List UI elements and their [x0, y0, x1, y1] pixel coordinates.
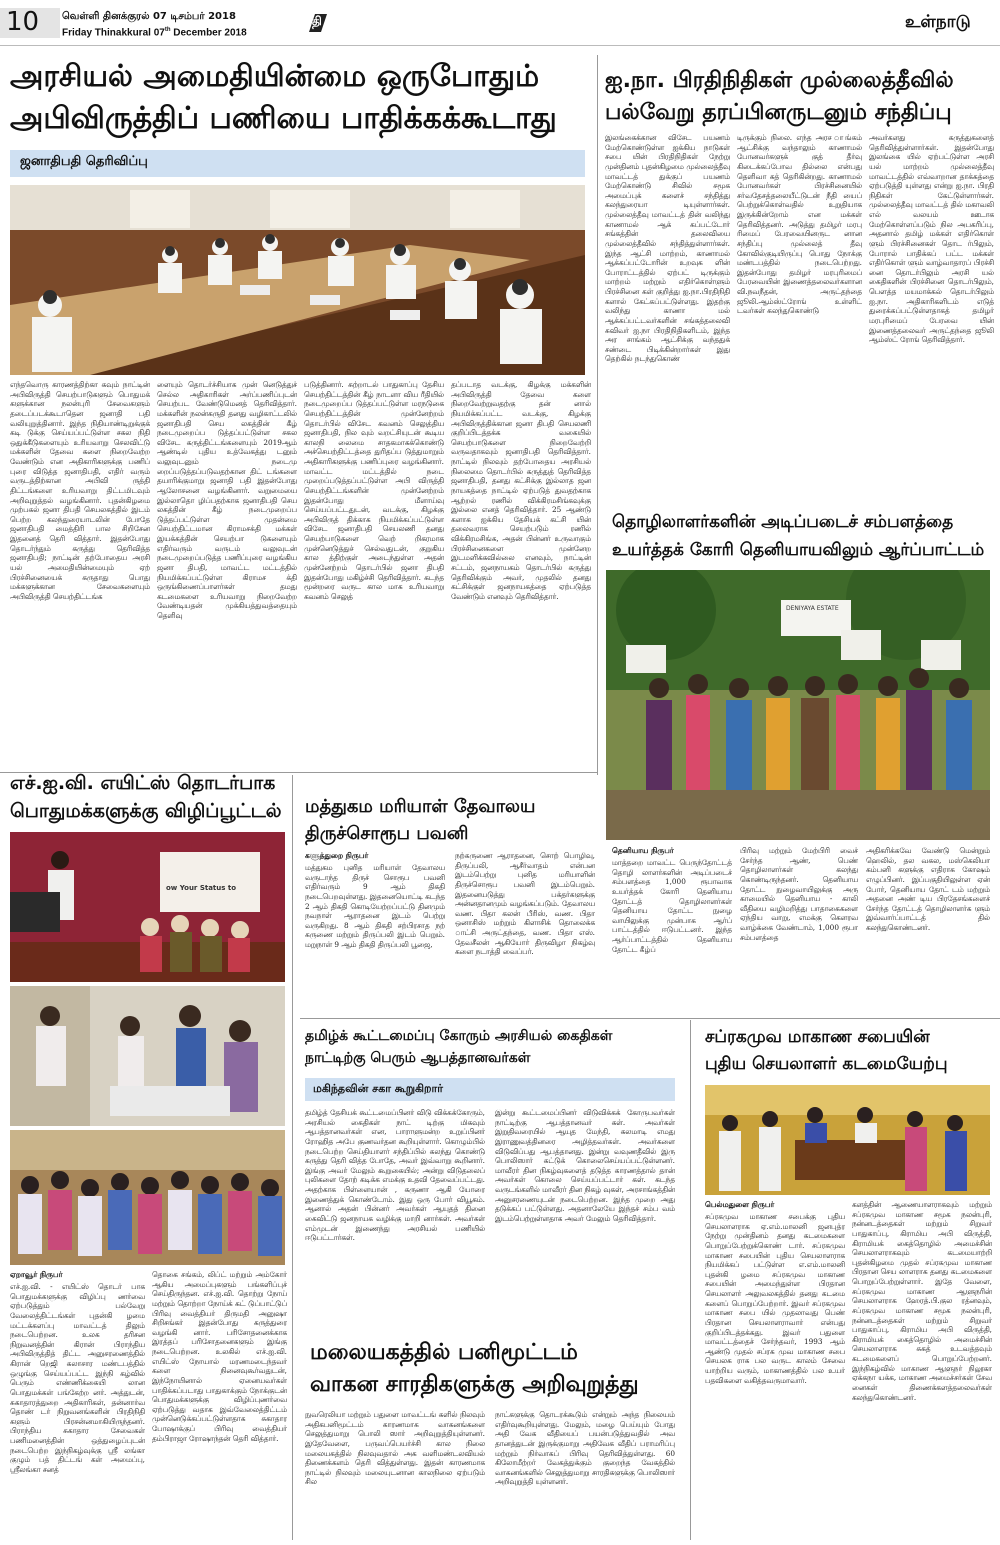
- article-3-photo-sign: DENIYAYA ESTATE: [786, 605, 839, 612]
- article-2-column-2: டிருக்கும் நிலை. எந்த அரச ாங்கம் ஆட்சிக்கு வந்தாலும் காணாமல் போனவர்களுக் குத் தீர்வு கிடைக்கப்போவ தில்லை என்பது தெளிவா கத் தெரிகின்றது. காணாமல் போனவர்கள் பிரச்சினையில் சர்வதேசத்தலையீட்டுடன் நீதி யைப் பெற்றுக்கொள்வதில் உறுதியாக இருக்கின்றோம் என மக்கள் தெரிவித்தனர். அடுத்து தமிழர் மரபு ரிமைப் பேரவையினருட னான சந்திப்பு முல்லைத் தீவு கோவில்குடியிருப்பு பொது நோக்கு மண்டபத்தில் நடைபெற்றது. இதன்போது தமிழர் மரபுரிமைப் பேரவையின் இணைத்தலைவர்களான வி.நவநீதன், அருட்தந்தை ஜூலி.ஆம்ஸ்ட்ரோங் உள்ளிட் டவர்கள் கலந்துகொண்டு: [737, 133, 862, 316]
- english-date-prefix: Friday Thinakkural 07: [62, 27, 165, 39]
- article-6-headline-line-2: நாட்டிற்கு பெரும் ஆபத்தானவர்கள்: [305, 1050, 531, 1066]
- article-8-column-2: களத்தின் ஆணையாளராகவும் மற்றும் சப்ரகமுவ மாகாண சமூக நலன்புரி, நன்னடத்தைகள் மற்றும் சிறுவர் பாதுகாப்பு, கிராமிய அபி விருத்தி, கிராமியக் கைத்தொழில் அமைச்சின் செயலாளராகவும் கடமையாற்றி புதன்கிழமை முதல் சப்ரகமுவ மாகாண பிரதான செய லாளராக தனது கடமைகளை பொறுப்பேற்றுள்ளார். இதே வேளை, சப்ரகமுவ மாகாண ஆளுநரின் செயலாளராக ஹேரத்.பி.குல ரத்னவும், சப்ரகமுவ மாகாண சமூக நலன்புரி, நன்னடத்தைகள் மற்றும் சிறுவர் பாதுகாப்பு, கிராமிய அபி விருத்தி, கிராமியக் கைத்தொழில் அமைச்சின் செயலாளராக சுகத் உடவத்தவும் கடமைகளைப் பொறுப்பேற்றனர். இந்நிகழ்வில் மாகாண ஆளுநர் நிலூகா ஏக்கநா யக்க, மாகாண அமைச்சர்கள் சேவ னைகள் திணைக்களத்தலைவர்கள் கலந்துகொண்டனர்.: [852, 1200, 992, 1402]
- article-2-column-3: அவர்களது கருத்துகளைத் தெரிவித்துள்ளார்கள். இதன்போது இலங்கை யில் ஏற்பட்டுள்ள அரசி யல் மாற்றம் முல்லைத்தீவு மாவட்டத்தில் எவ்வாறான தாக்கத்தை ஏற்படுத்தி யுள்ளது என்று ஐ.நா. பிரதி நிதிகள் கேட்டுள்ளார்கள். முல்லைத்தீவு மாவட்டத் தில் மகாவலி எல் வலயம் ஊடாக மேற்கொள்ளப்படும் நில அபகரிப்பு, அதனால் தமிழ் மக்கள் எதிர்கொள் ளும் பிரச்சினைகள் தொட ர்பிலும், போரால் பாதிக்கப் பட்ட மக்கள் எதிர்கொள் ளும் வாழ்வாதாரப் பிரச்சி னை தொடர்பிலும் அரசி யல் கைதிகளின் பிரச்சினை தொடர்பிலும், பௌத்த மயமாக்கல் தொடர்பிலும் ஐ.நா. அதிகாரிகளிடம் எடுத் துரைக்கப்பட்டுள்ளதாகத் தமிழர் மரபுரிமைப் பேரவை யின் இணைத்தலைவர் அருட்தந்தை ஜூலி ஆம்ஸ்ட் ரோங் தெரிவித்தார்.: [869, 133, 994, 345]
- article-4-photo-3: [10, 1130, 285, 1265]
- article-5-column-1: மத்துகம புனித மரியாள் தேவாலய வருடாந்த திருச் சொரூப பவனி எதிர்வரும் 9 ஆம் திகதி நடைபெறவுள்ளது. இதனையொட்டி கடந்த 2 ஆம் திகதி கொடியேற்றப்பட்டு தினமும் நவநாள் ஆராதனை இடம் பெற்று வருகிறது. 8 ஆம் திகதி சற்பிரசாத நற் கருணை மற்றும் திருப்பலி இடம் பெறும். மறுநாள் 9 ஆம் திகதி திருப்பலி பூஜை,: [305, 863, 445, 949]
- article-3-byline: தெனியாய நிருபர்: [612, 846, 674, 855]
- article-1-strap: ஜனாதிபதி தெரிவிப்பு: [10, 150, 585, 177]
- article-6-headline-line-1: தமிழ்க் கூட்டமைப்பு கோரும் அரசியல் கைதிகள்: [305, 1028, 613, 1044]
- article-2-headline-line-2: பல்வேறு தரப்பினருடனும் சந்திப்பு: [605, 100, 952, 125]
- english-date-suffix: th: [164, 27, 171, 33]
- article-3-photo: [606, 570, 990, 840]
- section-name: உள்நாடு: [905, 12, 971, 32]
- article-7-column-2: நாட்களுக்கு தொடரக்கூடும் என்றும் அந்த நிலையம் எதிர்வுகூறியுள்ளது. மேலும், மழை பெய்யும் போது அதி வேக வீதியைப் பயன்படுத்துவதில் அவ தானத்துடன் இருக்குமாறு அதிவேக வீதிப் பராமரிப்பு மற்றும் நிர்வாகப் பிரிவு தெரிவித்துள்ளது. 60 கிலோமீற்றர் வேகத்துக்கும் குறைந்த வேகத்தில் வாகனங்களில் செலுத்துமாறு சாரதிகளுக்கு பொலிஸார் அறிவுறுத்தி யுள்ளனர்.: [495, 1410, 675, 1487]
- article-8-headline-line-2: புதிய செயலாளர் கடமையேற்பு: [705, 1054, 948, 1074]
- article-5-byline: களுத்துறை நிருபர்: [305, 851, 369, 860]
- article-4-photo-2: [10, 986, 285, 1126]
- article-7-headline-line-2: வாகன சாரதிகளுக்கு அறிவுறுத்து: [310, 1372, 639, 1397]
- article-5-column-2: நற்கருணை ஆராதனை, சொற் பொழிவு, திருப்பலி, ஆசீர்வாதம் என்பன இடம்பெற்று புனித மரியாளின் திருச்சொரூப பவனி இடம்பெறும். இதனையடுத்து பக்தர்களுக்கு அன்னதானமும் வழங்கப்படும். தேவாலய வண. பிதா கலன் பீரிஸ், வண. பிதா ஒனாசிஸ் மற்றும் கிளாசிக் தொலைக்க ாட்சி அருட்தந்தை, வண. பிதா எஸ். தேவசீலன் ஆகியோர் திருவிழா நிகழ்வு களை நடாத்தி வைப்பர்.: [455, 851, 595, 957]
- article-3-headline-line-2: உயர்த்தக் கோரி தெனியாயவிலும் ஆர்ப்பாட்டம்: [612, 540, 985, 560]
- article-4-column-1: எச்.ஐ.வி. - எயிட்ஸ் தொடர் பாக பொதுமக்களுக்கு விழிப்பு ணர்வை ஏற்படுத்தும் பல்வேறு வேலைத்திட்டங்கள் புதன்கி ழமை மட்டக்களப்பு மாவட்டத் திலும் நடைபெற்றன. உலக தரிசன நிறுவனத்தின் கிரான் பிராந்திய அபிவிருத்தித் திட்ட அனுசரணைத்தில் கிரான் றெஜி கலாசார மண்டபத்தில் ஒழுங்கு செய்யப்பட்ட இந்நி கழ்வில் பெரும் எண்ணிக்கையி லான பொதுமக்கள் பங்கேற்ற னர். அத்துடன், சுகாதாரத்துறை அதிகாரிகள், தன்னார்வ தொண் டர் நிறுவனங்களின் பிரதிநிதி களும் பிரசன்னமாகியிருந்தனர். பிராந்திய சுகாதார சேவைகள் பணிமனைத்தின் ஒத்துழைப்புடன் நடைபெற்ற இந்நிகழ்வுக்கு ஸ்ரீ லங்கா குழும் பத் திட்டங் கள் அமைப்பு, ஸ்ரீலங்கா சனத்: [10, 1282, 145, 1474]
- vertical-divider-top: [597, 55, 598, 775]
- article-4-headline-line-2: பொதுமக்களுக்கு விழிப்பூட்டல்: [10, 800, 282, 822]
- english-date: [62, 27, 247, 38]
- article-4-headline-line-1: எச்.ஐ.வி. எயிட்ஸ் தொடர்பாக: [10, 772, 276, 794]
- article-1-headline-line-1: அரசியல் அமைதியின்மை ஒருபோதும்: [10, 59, 540, 94]
- masthead-rule: [0, 45, 1000, 46]
- article-3-column-3: அதிகரிக்கவே வேண்டு மென்றும் ஹெலில், தல வகல, மஸ்கெலியா கம்பனி களுக்கு எதிராக கோஷம் எழுப்பினர். இப்பகுதியிலுள்ள ஏன் போர், தெனியாய தோட் டம் மற்றும் அதனை அண் டிய பிரதேசங்களைச் சேர்ந்த தோட்டத் தொழிலாளர்க ளும் இவ்வார்ப்பாட்டத் தில் கலந்துகொண்டனர்.: [866, 846, 990, 932]
- article-8-photo: [705, 1085, 990, 1195]
- logo-glyph: தி: [312, 14, 322, 28]
- horizontal-divider-right: [300, 1018, 1000, 1019]
- article-2-headline-line-1: ஐ.நா. பிரதிநிதிகள் முல்லைத்தீவில்: [605, 68, 954, 93]
- article-4-photo-banner: ow Your Status to: [166, 884, 237, 892]
- article-3-headline-line-1: தொழிலாளர்களின் அடிப்படைச் சம்பளத்தை: [612, 512, 954, 532]
- article-5-headline-line-2: திருச்சொரூப பவனி: [305, 823, 469, 844]
- article-1-column-2: ளையும் தொடர்ச்சியாக முன் னெடுத்துச் செல்ல அதிகாரிகள் அர்ப்பணிப்புடன் செயற்பட வேண்டுமெனத் தெரிவித்தார். மக்களின் நலன்கருதி தனது வழிகாட்டலில் ஜனாதிபதி செய லகத்தின் கீழ் நடைமுறைப்ப டுத்தப்பட்டுள்ள சகல விசேட கருத்திட்டங்களையும் 2019ஆம் ஆண்டில் புதிய உத்வேகத்து டனும் வலுவுடனும் நடைமு றைப்படுத்தப்படுவதற்கான திட் டங்களை தயாரிக்குமாறு ஜனாதி பதி இதன்போது ஆலோசனை வழங்கினார். வறுமையை இல்லாதொ ழிப்பதற்காக ஜனாதிபதி செய லகத்தின் கீழ் நடைமுறைப்ப டுத்தப்பட்டுள்ள முதன்மை செயற்திட்டமான கிராமசக்தி மக்கள் இயக்கத்தின் செயற்பா டுகளையும் எதிர்வரும் வருடம் வலுவுடன் நடைமுறைப்படுத்த பணிப்புரை வழங்கிய ஜனா திபதி, மாவட்ட மட்டத்தில் நியமிக்கப்பட்டுள்ள கிராமச க்தி ஒருங்கிணைப்பாளர்கள் தமது கடமைகளை உரியவாறு நிறைவேற்ற வேண்டியதன் முக்கியத்துவத்தையும் தெளிவு: [157, 380, 297, 620]
- article-8-byline: பெல்மதுளை நிருபர்: [705, 1200, 775, 1209]
- article-8-column-1: சப்ரகமுவ மாகாண சபைக்கு புதிய செயலாளராக ஏ.எம்.மாலனி ஜனபுத்ர நேற்று முன்தினம் தனது கடமைகளை பொறுப்பேற்றுக்கொண் டார். சப்ரகமுவ மாகாண சபையின் புதிய செயலாளராக நியமிக்கப் பட்டுள்ள எ.எம்.மாலனி புதன்கி ழமை சப்ரகமுவ மாகாண சபையின் அமைந்துள்ள பிரதான செயலாளர் அலுவலகத்தில் தனது கடமை களைப் பொறுப்பேற்றார். இவர் சப்ரகமுவ மாகாண சபை யில் முதலாவது பெண் பிரதான செயலாளராவார் என்பது குறிப்பிடத்தக்கது. இவர் பதுளை மாவட்டத்தைச் சேர்ந்தவர், 1993 ஆம் ஆண்டு முதல் சப்ரக முவ மாகாண சபை செயலக ராக பல வருட காலம் சேவை யாற்றிய வரும், மாகாணத்தில் பல உயர் பதவிகளை வகித்தவருமாவார்.: [705, 1212, 845, 1385]
- logo: [305, 10, 331, 36]
- article-7-headline-line-1: மலையகத்தில் பனிமூட்டம்: [310, 1340, 578, 1365]
- page-number: 10: [6, 7, 40, 37]
- article-1-column-4: தப்படாத வடக்கு, கிழக்கு மக்களின் அபிவிருத்தி தேவை களை நிறைவேற்றுவதற்கு தன் னால் நியமிக்கப்பட்ட வடக்கு, கிழக்கு அபிவிருத்திக்கான ஜனா திபதி செயலணி குறிப்பிடத்தக்க வகையில் செயற்பாடுகளை நிறைவேற்றி வருவதாகவும் ஜனாதிபதி தெரிவித்தார். நாட்டில் நிலவும் தற்போதைய அரசியல் நிலைமை தொடர்பில் கருத்துத் தெரிவித்த ஜனாதிபதி, தனது கட்சிக்கு இல்லாத ஜன நாயகத்தை நாட்டில் ஏற்படுத் துவதற்காக ஆற்றல் ரணில் விக்கிரமசிங்கவுக்கு இல்லை எனத் தெரிவித்தார். 25 ஆண்டு களாக ஐக்கிய தேசியக் கட்சி யின் தலைவராக செயற்படும் ரணில் விக்கிரமசிங்க, அதன் பின்னர் உருவாகும் பிரச்சினைகளை முன்னேற இடமளிக்கவில்லை எனவும், நாட்டின் சட்டம், ஜனநாயகம் தொடர்பில் கருத்து தெரிவிக்கும் அவர், முதலில் தனது கட்சிக்குள் ஜனநாயகத்தை ஏற்படுத்த வேண்டும் எனவும் தெரிவித்தார்.: [451, 380, 591, 601]
- article-1-photo: [10, 185, 585, 375]
- article-7-column-1: நுவரெலியா மற்றும் பதுளை மாவட்டங் களில் நிலவும் அதிகபனிமூட்டம் காரணமாக வாகனங்களை செலுத்துமாறு பொலி ஸார் அறிவுறுத்தியுள்ளனர். இதேவேளை, பருவப்பெயர்ச்சி கால நிலை மலையகத்தில் நிலவுவதால் அக வளிமண்டலவியல் திணைக்களம் தெரி வித்துள்ளது. இதன் காரணமாக நாட்டில் நிலவும் மலையுடனான காலநிலை ஏற்படும் சில: [305, 1410, 485, 1487]
- article-8-headline-line-1: சப்ரகமுவ மாகாண சபையின்: [705, 1027, 930, 1047]
- vertical-divider-bottom-right: [690, 1020, 691, 1540]
- article-1-headline-line-2: அபிவிருத்திப் பணியை பாதிக்கக்கூடாது: [10, 101, 557, 136]
- article-4-column-2: தொகை சங்கம், லிப்ட் மற்றும் அம்கோர் ஆகிய அமைப்புகளும் பங்களிப்புச் செய்திருந்தன. எச்.ஐ.வி. தொற்று நோய் மற்றும் தொற்றா நோய்க் கட் டுப்பாட்டுப் பிரிவு வைத்தியர் திருமதி அனுஷா சிறிசங்கர் இதன்போது கருத்துரை வழங்கி னார். பரிசோதனைக்காக இரத்தப் பரிசோதனைகளும் இங்கு நடைபெற்றன. உலகில் எச்.ஐ.வி. எயிட்ஸ் நோயால் மரணமடைந்தவர் களை நினைவுகூர்வதுடன், இந்நோயினால் ஏனையவர்கள் பாதிக்கப்படாது பாதுகாக்கும் நோக்குடன் பொதுமக்களுக்கு விழிப்புணர்வை ஏற்படுத்து வதாக இவ்வேலைத்திட்டம் முன்னெடுக்கப்பட்டுள்ளதாக சுகாதார போஷாக்குப் பிரிவு வைத்தியர் தம்பிராஜா ரோஷாந்தன் தெரி வித்தார்.: [152, 1270, 287, 1443]
- article-1-column-1: எந்தவொரு காரணத்திற்கா கவும் நாட்டின் அபிவிருத்தி செயற்பாடுகளும் பொதுமக் களுக்கான நலன்புரி சேவைகளும் தடைப்படக்கூடாதென ஜனாதி பதி வலியுறுத்தினார். இந்த நிதியாண்டிறுக்குக் கடி டுக்கு செய்யப்பட்டுள்ள சகல நிதி ஒதுக்கீடுகளையும் உரியவாறு செலவிட்டு மக்களின் தேவை களை நிறைவேற்ற வேண்டும் என அதிகாரிகளுக்கு பணிப் புரை விடுத்த ஜனாதிபதி, எதிர் வரும் வருடத்திற்கான அபிவி ருத்தி திட்டங்களை உரியவாறு திட்டமிடவும் அறிவுறுத்தல் வழங்கினார். புதன்கிழமை முற்பகல் ஜனா திபதி செயலகத்தில் இடம் பெற்ற கலந்துரையாடலின் போதே ஜனாதிபதி மைத்திரி பால சிறிசேன இதனைத் தெரி வித்தார். இதன்போது தொடர்ந்தும் கருத்து தெரிவித்த ஜனாதிபதி; நாட்டின் தற்போதைய அரசி யல் அமைதியின்மையும் ஏற் பிரச்சினையைக் கருதாது பொது மக்களுக்கான சேவைகளையும் அபிவிருத்தி செயற்திட்டங்க: [10, 380, 150, 601]
- article-6-column-1: தமிழ்த் தேசியக் கூட்டமைப்பினர் விடு விக்கக்கோரும், அரசியல் கைதிகள் நாட் டிற்கு மிகவும் ஆபத்தானவர்கள் என, பாராளுமன்ற உறுப்பினர் ரோஹித அபே குணவர்தன கூறியுள்ளார். கொழும்பில் நடைபெற்ற செய்தியாளர் சந்திப்பில் கலந்து கொண்டு கருத்து தெரி வித்த போதே, அவர் இவ்வாறு கூறினார். இங்கு அவர் மேலும் கூறுகையில்; அன்று விடுதலைப் புலிகளை தோற் கடிக்க எமக்கு உதவி தேவைப்பட்டது. அதற்காக பிள்ளையான் , கருணா ஆகி யோரை இணைத்துக் கொண்டோம். இது ஒரு போர் வியூகம். ஆனால் அதன் பின்னர் அவர்கள் ஆயுதத் தினை கைவிட்டு ஜனநாயக வழிக்கு மாறி னார்கள். அவர்கள் எம்முடன் இணைந்து அரசியல் பணியில் ஈடுபட்டார்கள்.: [305, 1108, 485, 1243]
- article-1-column-3: படுத்தினார். சுற்றாடல் பாதுகாப்பு தேசிய செயற்திட்டத்தின் கீழ் நாடளா விய ரீதியில் நடைமுறைப்ப டுத்தப்பட்டுள்ள மரநடுகை செயற்திட்டத்தின் முன்னேற்றம் தொடர்பில் விசேட கவனம் செலுத்திய ஜனாதிபதி, நில வும் வறட்சியுடன் கூடிய காலநி லைமை சாதகமாகக்கொண்டு அச்செயற்திட்டத்தை துரிதப்ப டுத்துமாறும் அதிகாரிகளுக்கு பணிப்புரை வழங்கினார். மாவட்ட மட்டத்தில் நடை முறைப்படுத்தப்பட்டுள்ள அபி விருத்தி செயற்திட்டங்களின் முன்னேற்றம் இதன்போது மீளாய்வு செய்யப்பட்டதுடன், வடக்கு, கிழக்கு அபிவிருத் திக்காக நியமிக்கப்பட்டுள்ள விசேட ஜனாதிபதி செயலணி தனது செயற்பாடுகளை வெற் றிகரமாக முன்னெடுத்துச் செல்வதுடன், குறுகிய கால த்திற்குள் அடைந்துள்ள அதன் முன்னேற்றம் தொடர்பில் ஜனா திபதி இதன்போது மகிழ்ச்சி தெரிவித்தார். கடந்த மூன்றரை வருட கால மாக உரியவாறு கவனம் செலுத்: [304, 380, 444, 601]
- vertical-divider-bottom-left: [292, 775, 293, 1540]
- article-4-byline: ஏறாவூர் நிருபர்: [10, 1270, 63, 1279]
- tamil-date: வெள்ளி தினக்குரல் 07 டிசம்பர் 2018: [62, 11, 236, 22]
- article-3-column-1: மாத்தறை மாவட்ட பெருந்தோட்டத் தொழி லாளர்களின் அடிப்படைச் சம்பளத்தை 1,000 ரூபாவாக உயர்த்தக் கோரி தெனியாய தோட்டத் தொழிலாளர்கள் தெனியாய தோட்ட நுழை வாயிலுக்கு முன்பாக ஆர்ப் பாட்டத்தில் ஈடுபட்டனர். இந்த ஆர்ப்பாட்டத்தில் தெனியாய தோட்ட கீழ்ப்: [612, 858, 732, 954]
- article-5-headline-line-1: மத்துகம மரியாள் தேவாலய: [305, 796, 536, 817]
- article-6-strap: மகிந்தவின் சகா கூறுகிறார்: [305, 1078, 675, 1101]
- english-date-rest: December 2018: [170, 27, 247, 39]
- article-2-column-1: இலங்கைக்கான விசேட பயணம் மேற்கொண்டுள்ள ஐக்கிய நாடுகள் சபை யின் பிரதிநிதிகள் நேற்று முன்தினம் புதன்கிழமை முல்லைத்தீவு மாவட்டத் துக்குப் பயணம் மேற்கொண்டு சிவில் சமூக அமைப்புக் களைச் சந்தித்து கலந்துரையா டியுள்ளார்கள். முல்லைத்தீவு மாவட்டத் தின் வலிந்து காணாமல் ஆக் கப்பட்டோர் சங்கத்தின் தலைவியை முல்லைத்தீவில் சந்தித்துள்ளார்கள். இந்த ஆட்சி மாற்றம், காணாமல் ஆக்கப்பட்டோரின் உறவுக ளின் போராட்டத்தில் ஏற்பட் டிருக்கும் மாற்றம் மற்றும் எதிர்கொள்ளும் பிரச்சினை கள் குறித்து ஐ.நா.பிரதிநிதி களால் கேட்கப்பட்டுள்ளது. இதற்கு வலிந்து காணா மல் ஆக்கப்பட்டவர்களின் சங்கத்தலைவி சுவிவர் ஐ.நா பிரதிநிதிகளிடம், இந்த அர சாங்கம் ஆட்சிக்கு வந்ததுக் சண்டை பிடிக்கின்றார்கள் இது தெற்கில் நடந்துகொண்: [605, 133, 730, 364]
- article-4-photo-1: [10, 832, 285, 982]
- article-3-column-2: பிரிவு மற்றும் மேற்பிரி வைச் சேர்ந்த ஆண், பெண் தொழிலாளர்கள் கலந்து கொண்டிருந்தனர். தெனியாய தோட்ட நுழைவாயிலுக்கு அரு காமையில் தெனியாய - காலி வீதியை வழிமறித்து பாதாகைகளை ஏந்திய வாறு, எமக்கு கௌரவ வாழ்க்கை வேண்டாம், 1,000 ரூபா சம்பளத்தை: [740, 846, 858, 942]
- article-6-column-2: இன்று கூட்டமைப்பினர் விடுவிக்கக் கோருபவர்கள் நாட்டிற்கு ஆபத்தானவர் கள். அவர்கள் இறுதிவரையில் ஆயுத மேந்தி, கலமாடி எமது இராணுவத்தினரை அழித்தவர்கள். அவர்களை விடுவிப்பது ஆபத்தானது. இன்று வவுணதீவில் இரு பொலிஸார் கட்டுக் கொலைசெய்யப்பட்டுள்ளனர். மாவீரர் தின நிகழ்வுகளைத் தடுத்த காரணத்தால் தான் அவர்கள் கொலை செய்யப்பட்டார் கள். கடந்த வருடங்களில் மாவீரர் தின நிகழ் வுகள், அரசாங்கத்தின் அனுசரணையுடன் நடைபெற்றன. இந்த முறை அது தடுக்கப் பட்டுள்ளது. அதனாலேயே இந்தச் சம்ப வம் இடம்பெற்றுள்ளதாக அவர் மேலும் தெரிவித்தார்.: [495, 1108, 675, 1223]
